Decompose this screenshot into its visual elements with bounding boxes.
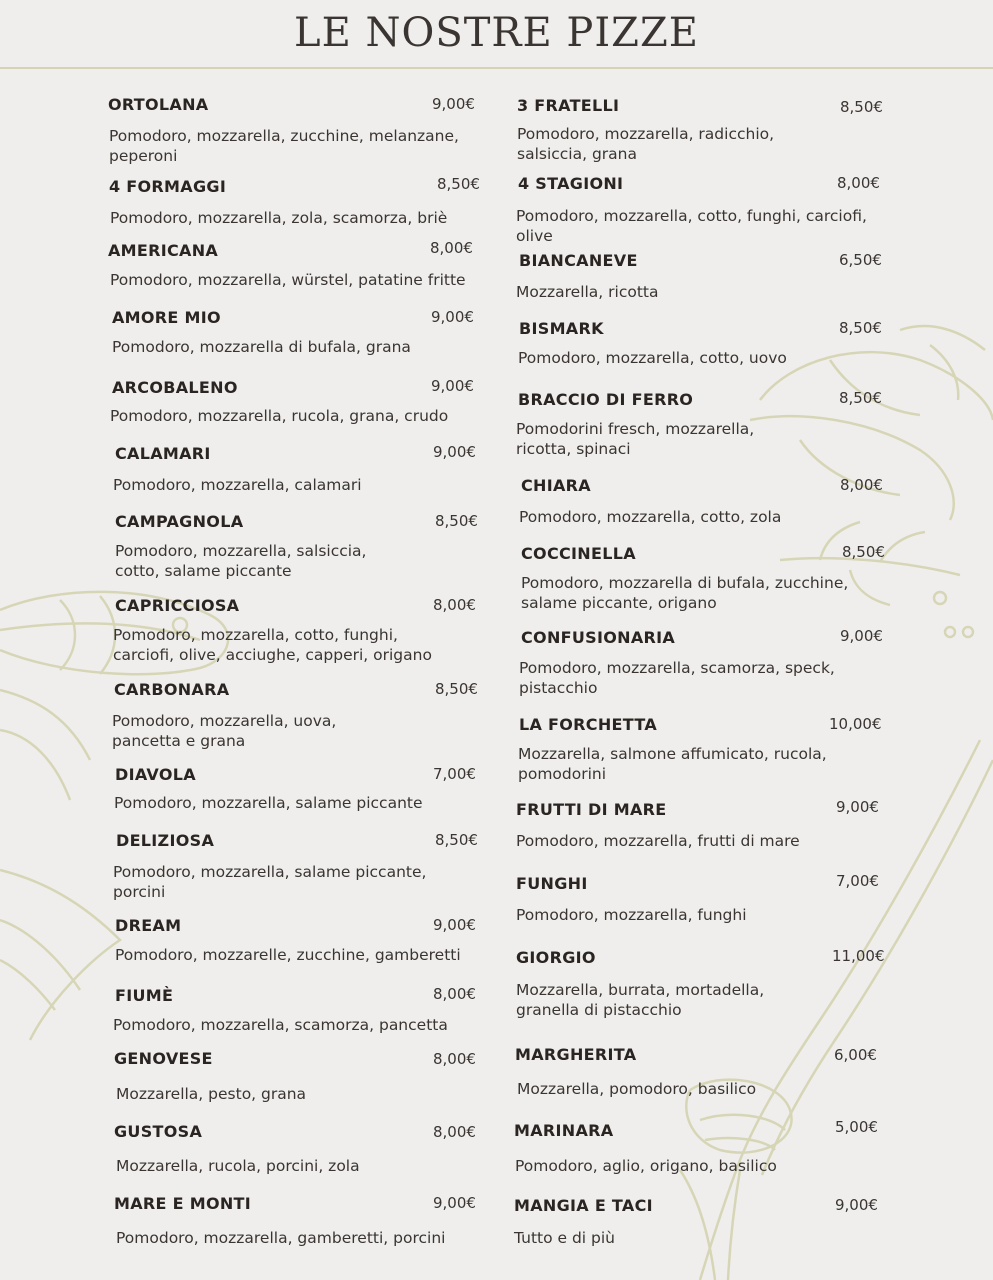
pizza-name: 3 FRATELLI <box>517 96 620 115</box>
pizza-name: ORTOLANA <box>108 95 209 114</box>
pizza-description: Tutto e di più <box>514 1229 616 1247</box>
pizza-name: BISMARK <box>519 319 604 338</box>
pizza-description: Pomodoro, mozzarella, funghi <box>516 906 747 924</box>
pizza-description: Pomodoro, aglio, origano, basilico <box>515 1157 777 1175</box>
pizza-description: Pomodoro, mozzarella, rucola, grana, crudo <box>110 407 449 425</box>
pizza-description: Mozzarella, pesto, grana <box>116 1085 307 1103</box>
pizza-description: Pomodoro, mozzarella, calamari <box>113 476 362 494</box>
pizza-price: 7,00€ <box>433 765 476 783</box>
pizza-price: 9,00€ <box>433 443 476 461</box>
pizza-description: Pomodoro, mozzarella, zola, scamorza, briè <box>110 209 448 227</box>
pizza-price: 8,50€ <box>840 98 883 116</box>
pizza-description: Pomodoro, mozzarella, würstel, patatine fritte <box>110 271 466 289</box>
pizza-description: Pomodoro, mozzarelle, zucchine, gamberetti <box>115 946 461 964</box>
pizza-name: CAMPAGNOLA <box>115 512 244 531</box>
pizza-price: 8,00€ <box>430 239 473 257</box>
pizza-name: 4 FORMAGGI <box>109 177 227 196</box>
pizza-price: 6,00€ <box>834 1046 877 1064</box>
pizza-description: Pomodoro, mozzarella di bufala, grana <box>112 338 411 356</box>
pizza-description: Pomodoro, mozzarella, cotto, funghi, carciofi, olive <box>516 207 867 245</box>
pizza-name: BIANCANEVE <box>519 251 638 270</box>
pizza-description: Pomodoro, mozzarella, cotto, uovo <box>518 349 787 367</box>
pizza-price: 6,50€ <box>839 251 882 269</box>
pizza-description: Pomodoro, mozzarella, cotto, funghi, carciofi, olive, acciughe, capperi, origano <box>113 626 432 664</box>
pizza-name: ARCOBALENO <box>112 378 238 397</box>
pizza-description: Pomodoro, mozzarella, gamberetti, porcini <box>116 1229 446 1247</box>
pizza-description: Pomodoro, mozzarella, salame piccante, porcini <box>113 863 427 901</box>
pizza-price: 7,00€ <box>836 872 879 890</box>
pizza-price: 10,00€ <box>829 715 882 733</box>
pizza-price: 8,00€ <box>433 1123 476 1141</box>
pizza-name: FRUTTI DI MARE <box>516 800 667 819</box>
pizza-description: Pomodoro, mozzarella, salsiccia, cotto, salame piccante <box>115 542 367 580</box>
pizza-price: 9,00€ <box>431 377 474 395</box>
pizza-price: 11,00€ <box>832 947 885 965</box>
pizza-name: CHIARA <box>521 476 591 495</box>
pizza-name: FUNGHI <box>516 874 588 893</box>
pizza-price: 9,00€ <box>433 1194 476 1212</box>
pizza-price: 8,50€ <box>842 543 885 561</box>
pizza-name: MARGHERITA <box>515 1045 637 1064</box>
pizza-name: 4 STAGIONI <box>518 174 624 193</box>
pizza-name: COCCINELLA <box>521 544 636 563</box>
pizza-name: CAPRICCIOSA <box>115 596 240 615</box>
pizza-description: Pomodorini fresch, mozzarella, ricotta, spinaci <box>516 420 755 458</box>
pizza-price: 8,00€ <box>433 1050 476 1068</box>
pizza-description: Pomodoro, mozzarella, uova, pancetta e grana <box>112 712 337 750</box>
pizza-price: 8,00€ <box>837 174 880 192</box>
pizza-name: LA FORCHETTA <box>519 715 657 734</box>
pizza-description: Pomodoro, mozzarella, radicchio, salsiccia, grana <box>517 125 775 163</box>
pizza-price: 8,50€ <box>435 512 478 530</box>
pizza-name: CARBONARA <box>114 680 230 699</box>
pizza-name: MANGIA E TACI <box>514 1196 653 1215</box>
pizza-description: Pomodoro, mozzarella, scamorza, speck, pistacchio <box>519 659 835 697</box>
pizza-description: Mozzarella, rucola, porcini, zola <box>116 1157 360 1175</box>
pizza-price: 8,50€ <box>435 831 478 849</box>
pizza-price: 8,50€ <box>839 319 882 337</box>
pizza-name: MARINARA <box>514 1121 614 1140</box>
pizza-name: GENOVESE <box>114 1049 213 1068</box>
page-title: LE NOSTRE PIZZE <box>294 10 699 56</box>
pizza-description: Pomodoro, mozzarella, cotto, zola <box>519 508 782 526</box>
pizza-name: GUSTOSA <box>114 1122 203 1141</box>
pizza-name: CALAMARI <box>115 444 211 463</box>
pizza-name: GIORGIO <box>516 948 596 967</box>
pizza-name: CONFUSIONARIA <box>521 628 676 647</box>
pizza-description: Pomodoro, mozzarella, scamorza, pancetta <box>113 1016 448 1034</box>
pizza-price: 5,00€ <box>835 1118 878 1136</box>
pizza-name: DREAM <box>115 916 182 935</box>
pizza-price: 8,00€ <box>433 985 476 1003</box>
pizza-price: 9,00€ <box>432 95 475 113</box>
pizza-description: Mozzarella, pomodoro, basilico <box>517 1080 757 1098</box>
pizza-description: Pomodoro, mozzarella, zucchine, melanzane, peperoni <box>109 127 459 165</box>
pizza-price: 8,00€ <box>433 596 476 614</box>
pizza-price: 8,50€ <box>839 389 882 407</box>
pizza-name: FIUMÈ <box>115 986 174 1005</box>
pizza-price: 8,50€ <box>435 680 478 698</box>
pizza-name: DIAVOLA <box>115 765 196 784</box>
pizza-name: AMERICANA <box>108 241 219 260</box>
pizza-name: DELIZIOSA <box>116 831 215 850</box>
title-divider <box>0 67 993 69</box>
pizza-price: 9,00€ <box>840 627 883 645</box>
pizza-name: MARE E MONTI <box>114 1194 252 1213</box>
pizza-price: 9,00€ <box>835 1196 878 1214</box>
pizza-description: Pomodoro, mozzarella, salame piccante <box>114 794 423 812</box>
pizza-description: Mozzarella, burrata, mortadella, granella di pistacchio <box>516 981 765 1019</box>
pizza-price: 8,50€ <box>437 175 480 193</box>
pizza-price: 9,00€ <box>433 916 476 934</box>
pizza-description: Mozzarella, ricotta <box>516 283 659 301</box>
pizza-name: AMORE MIO <box>112 308 221 327</box>
pizza-description: Pomodoro, mozzarella, frutti di mare <box>516 832 800 850</box>
pizza-description: Mozzarella, salmone affumicato, rucola, pomodorini <box>518 745 827 783</box>
pizza-description: Pomodoro, mozzarella di bufala, zucchine, salame piccante, origano <box>521 574 849 612</box>
pizza-price: 9,00€ <box>431 308 474 326</box>
pizza-name: BRACCIO DI FERRO <box>518 390 694 409</box>
pizza-price: 8,00€ <box>840 476 883 494</box>
pizza-price: 9,00€ <box>836 798 879 816</box>
